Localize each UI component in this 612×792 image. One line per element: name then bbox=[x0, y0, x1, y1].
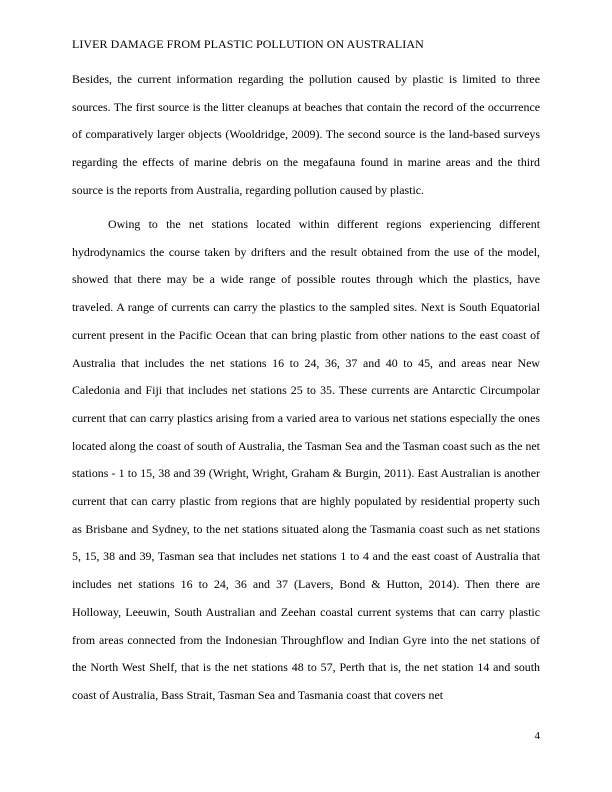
body-text bbox=[72, 66, 540, 710]
paragraph-ocean-currents: Owing to the net stations located within different regions experiencing different hydrodynamics the course taken by drifters and the result obtained from the use of the model, showed that there may be a wide range of possible routes through which the plastics, have traveled. A range of currents can carry the plastics to the sampled sites. Next is South Equatorial current present in the Pacific Ocean that can bring plastic from other nations to the east coast of Australia that includes the net stations 16 to 24, 36, 37 and 40 to 45, and areas near New Caledonia and Fiji that includes net stations 25 to 35. These currents are Antarctic Circumpolar current that can carry plastics arising from a varied area to various net stations especially the ones located along the coast of south of Australia, the Tasman Sea and the Tasman coast such as the net stations - 1 to 15, 38 and 39 (Wright, Wright, Graham & Burgin, 2011). East Australian is another current that can carry plastic from regions that are highly populated by residential property such as Brisbane and Sydney, to the net stations situated along the Tasmania coast such as net stations 5, 15, 38 and 39, Tasman sea that includes net stations 1 to 4 and the east coast of Australia that includes net stations 16 to 24, 36 and 37 (Lavers, Bond & Hutton, 2014). Then there are Holloway, Leeuwin, South Australian and Zeehan coastal current systems that can carry plastic from areas connected from the Indonesian Throughflow and Indian Gyre into the net stations of the North West Shelf, that is the net stations 48 to 57, Perth that is, the net station 14 and south coast of Australia, Bass Strait, Tasman Sea and Tasmania coast that covers net bbox=[72, 217, 540, 702]
paragraph-pollution-sources: Besides, the current information regarding the pollution caused by plastic is limited to three sources. The first source is the litter cleanups at beaches that contain the record of the occurrence of comparatively larger objects (Wooldridge, 2009). The second source is the land-based surveys regarding the effects of marine debris on the megafauna found in marine areas and the third source is the reports from Australia, regarding pollution caused by plastic. bbox=[72, 72, 540, 197]
running-head: LIVER DAMAGE FROM PLASTIC POLLUTION ON AUSTRALIAN bbox=[72, 37, 424, 51]
page-number: 4 bbox=[534, 730, 540, 742]
